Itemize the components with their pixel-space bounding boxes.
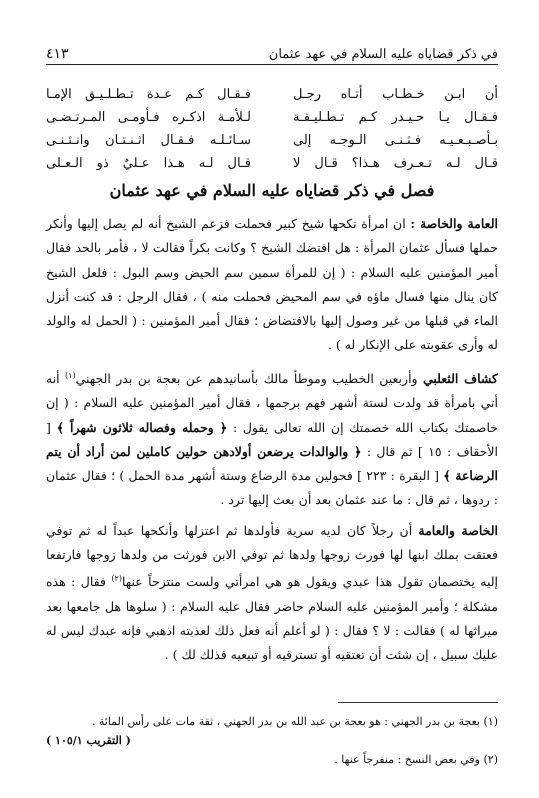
footnote: (٢) وفي بعض النسخ : منفرجاً عنها . (334, 753, 498, 766)
verse-second-hemistich: لـلأمـة اذكـره فـأومـى المـرتـضـى (46, 110, 251, 125)
paragraph-text: وأربعين الخطيب وموطأ مالك بأسانيدهم عن بعجة بن بدر الجهني (75, 370, 423, 386)
footnote-reference: ( التقريب ١٠٥/١ ) (46, 734, 131, 747)
verse-line (46, 106, 498, 129)
verse-first-hemistich: فـقـال يـا حـيـدر كـم تـطـليـقـة (293, 110, 498, 125)
verse-line (46, 129, 498, 152)
footnote-marker: (٢) (111, 574, 122, 584)
paragraph-source: العامة والخاصة : (410, 216, 498, 231)
paragraph-text: أنه أتي بامرأة قد ولدت لستة أشهر فهم برجمها ، فقال أمير المؤمنين عليه السلام : ( إن خاصمتك بكتاب الله خصمتك إن الله تعالى يقول : (46, 370, 498, 435)
verse-first-hemistich: قـال لـه تـعـرف هـذا؟ قـال لا (293, 156, 498, 171)
paragraph-text: ان امرأة نكحها شيخ كبير فحملت فزعم الشيخ أنه لم يصل إليها وأنكر حملها فسأل عثمان المرأة : هل افتضك الشيخ ؟ وكانت بكراً فقالت لا ، فأمر بالحد فقال أمير المؤمنين عليه السلام : ( إن للمرأة سمين سم الحيض وسم البول : فلعل الشيخ كان ينال منها فسال ماؤه في سم المحيض فحملت منه ) ، فقال الرجل : قد كنت أنزل الماء في قبلها من غير وصول إليها بالافتضاض ؛ فقال أمير المؤمنين : ( الحمل له والولد له وأرى عقوبته على الإنكار له ) . (46, 216, 498, 353)
footnote: (١) بعجة بن بدر الجهني : هو بعجة بن عبد الله بن بدر الجهني ، ثقة مات على رأس المائة . (91, 715, 498, 728)
quran-quote: ﴿ وحمله وفصاله ثلاثون شهراً ﴾ (56, 419, 228, 435)
paragraph (46, 212, 498, 358)
paragraph (46, 364, 498, 513)
verse-second-hemistich: قـال لـه هـذا عـليٌ ذو الـعـلى (46, 156, 251, 171)
paragraph-text: [ الأحقاف : ١٥ ] ثم قال : (46, 419, 499, 459)
verse-second-hemistich: سـائـلـه فـقـال اثـنـتـان وانـثـنـى (46, 133, 251, 148)
paragraph-source: الخاصة والعامة (418, 522, 498, 538)
footnote-separator (338, 702, 498, 703)
page-number: ٤١٣ (46, 46, 69, 62)
verse-line (46, 152, 498, 175)
footnote-marker: (١) (65, 370, 76, 380)
paragraph-text: أن رجلاً كان لديه سرية فأولدها ثم اعتزلها وأنكحها عبداً له ثم توفي فعتقت بملك ابنها لها فورث زوجها ولدها ثم توفي الابن فورثت من ولدها زوجها فارتفعا إليه يختصمان تقول هذا عبدي ويقول هو هي امرأتي ولست منتزحاً عنها (46, 522, 498, 590)
poem-verses (46, 83, 498, 175)
verse-second-hemistich: فـقـال كـم عـدة تـطـلـيـق الإمـا (46, 87, 251, 102)
paragraph-text: فقال : هذه مشكلة ؛ وأمير المؤمنين عليه السلام حاضر فقال عليه السلام : ( سلوها هل جامعها بعد ميراثها له ) فقالت : لا ؟ فقال : ( لو أعلم أنه فعل ذلك لعذبته اذهبي فإنه عبدك ليس له عليك سبيل ، إن شئت أن تعتقيه أو تسترقيه أو تبيعيه فذلك لك ) . (46, 574, 498, 663)
footnotes (46, 712, 498, 769)
paragraph-text: [ البقرة : ٢٢٣ ] فحولين مدة الرضاع وستة أشهر مدة الحمل ) ؛ فقال عثمان : ردوها ، ثم قال : ما عند عثمان بعد أن بعث إليها ترد . (46, 468, 498, 508)
page-header (46, 40, 498, 65)
paragraph (46, 519, 498, 668)
verse-first-hemistich: بـأصـبـعـيـه فـثـنـى الـوجـه إلى (293, 133, 498, 148)
verse-line (46, 83, 498, 106)
running-title: في ذكر قضاياه عليه السلام في عهد عثمان (268, 47, 498, 62)
body-text (46, 212, 498, 674)
verse-first-hemistich: أن ابـن خـطـاب أتـاه رجـل (293, 87, 498, 102)
paragraph-source: كشاف الثعلبي (422, 370, 498, 386)
quran-quote: ﴿ والوالدات يرضعن أولادهن حولين كاملين لمن أراد أن يتم الرضاعة ﴾ (46, 443, 499, 484)
section-title: فصل في ذكر قضاياه عليه السلام في عهد عثمان (109, 181, 435, 200)
